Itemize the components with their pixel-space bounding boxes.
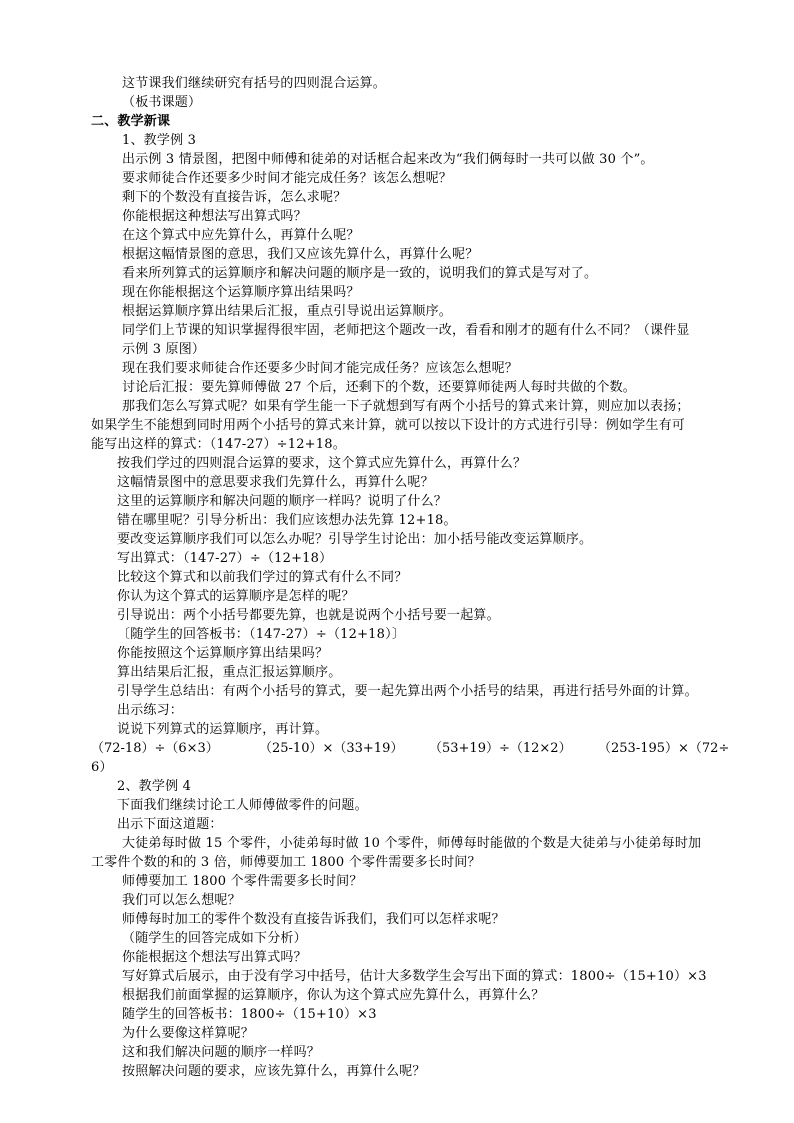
paragraph-line: （板书课题） bbox=[122, 95, 202, 110]
paragraph-line: 说说下列算式的运算顺序，再计算。 bbox=[117, 722, 329, 737]
paragraph-line: 为什么要像这样算呢？ bbox=[122, 1026, 255, 1041]
paragraph-line: 根据这幅情景图的意思，我们又应该先算什么，再算什么呢？ bbox=[122, 247, 479, 262]
paragraph-line: 看来所列算式的运算顺序和解决问题的顺序是一致的，说明我们的算式是写对了。 bbox=[122, 266, 598, 281]
paragraph-line: 算出结果后汇报，重点汇报运算顺序。 bbox=[117, 665, 342, 680]
exercise-expression: （53+19）÷（12×2） bbox=[429, 741, 572, 756]
paragraph-line: 这节课我们继续研究有括号的四则混合运算。 bbox=[122, 76, 387, 91]
paragraph-line: 能写出这样的算式：（147-27）÷12+18。 bbox=[91, 437, 346, 452]
paragraph-line: 引导说出：两个小括号都要先算，也就是说两个小括号要一起算。 bbox=[117, 608, 500, 623]
section-heading: 二、教学新课 bbox=[91, 114, 171, 129]
paragraph-line: 师傅每时加工的零件个数没有直接告诉我们，我们可以怎样求呢？ bbox=[122, 912, 505, 927]
subsection-heading: 1、教学例 3 bbox=[122, 133, 197, 148]
paragraph-line: 错在哪里呢？引导分析出：我们应该想办法先算 12+18。 bbox=[117, 513, 457, 528]
paragraph-line: 在这个算式中应先算什么，再算什么呢？ bbox=[122, 228, 360, 243]
paragraph-line: 要求师徒合作还要多少时间才能完成任务？该怎么想呢？ bbox=[122, 171, 453, 186]
paragraph-line: 6） bbox=[91, 760, 113, 775]
paragraph-line: 根据运算顺序算出结果后汇报，重点引导说出运算顺序。 bbox=[122, 304, 453, 319]
paragraph-line: 大徒弟每时做 15 个零件，小徒弟每时做 10 个零件，师傅每时能做的个数是大徒弟与小徒弟每时加 bbox=[122, 836, 702, 851]
paragraph-line: 现在你能根据这个运算顺序算出结果吗？ bbox=[122, 285, 360, 300]
paragraph-line: 出示练习： bbox=[117, 703, 184, 718]
paragraph-line: 同学们上节课的知识掌握得很牢固，老师把这个题改一改，看看和刚才的题有什么不同？（课件显 bbox=[122, 323, 690, 338]
paragraph-line: 引导学生总结出：有两个小括号的算式，要一起先算出两个小括号的结果，再进行括号外面的计算。 bbox=[117, 684, 698, 699]
subsection-heading: 2、教学例 4 bbox=[117, 779, 192, 794]
paragraph-line: 现在我们要求师徒合作还要多少时间才能完成任务？应该怎么想呢？ bbox=[122, 361, 519, 376]
exercise-expression: （72-18）÷（6×3） bbox=[91, 741, 219, 756]
paragraph-line: 下面我们继续讨论工人师傅做零件的问题。 bbox=[117, 798, 368, 813]
exercise-expression: （253-195）×（72÷ bbox=[598, 741, 730, 756]
paragraph-line: 出示例 3 情景图，把图中师傅和徒弟的对话框合起来改为“我们俩每时一共可以做 30 个”。 bbox=[122, 152, 654, 167]
paragraph-line: （随学生的回答完成如下分析） bbox=[122, 931, 307, 946]
paragraph-line: 这里的运算顺序和解决问题的顺序一样吗？说明了什么？ bbox=[117, 494, 448, 509]
paragraph-line: 师傅要加工 1800 个零件需要多长时间？ bbox=[122, 874, 363, 889]
paragraph-line: 我们可以怎么想呢？ bbox=[122, 893, 241, 908]
paragraph-line: 那我们怎么写算式呢？如果有学生能一下子就想到写有两个小括号的算式来计算，则应加以表扬； bbox=[122, 399, 690, 414]
paragraph-line: 你能根据这个想法写出算式吗？ bbox=[122, 950, 307, 965]
paragraph-line: 工零件个数的和的 3 倍，师傅要加工 1800 个零件需要多长时间？ bbox=[91, 855, 481, 870]
exercise-row bbox=[91, 739, 731, 759]
paragraph-line: 随学生的回答板书：1800÷（15+10）×3 bbox=[122, 1007, 377, 1022]
paragraph-line: 要改变运算顺序我们可以怎么办呢？引导学生讨论出：加小括号能改变运算顺序。 bbox=[117, 532, 593, 547]
paragraph-line: 按照解决问题的要求，应该先算什么，再算什么呢？ bbox=[122, 1064, 426, 1079]
paragraph-line: 如果学生不能想到同时用两个小括号的算式来计算，就可以按以下设计的方式进行引导：例如学生有可 bbox=[91, 418, 686, 433]
paragraph-line: 按我们学过的四则混合运算的要求，这个算式应先算什么，再算什么？ bbox=[117, 456, 527, 471]
paragraph-line: 剩下的个数没有直接告诉，怎么求呢？ bbox=[122, 190, 347, 205]
paragraph-line: 这和我们解决问题的顺序一样吗？ bbox=[122, 1045, 321, 1060]
paragraph-line: 写好算式后展示，由于没有学习中括号，估计大多数学生会写出下面的算式：1800÷（15+10）×3 bbox=[122, 969, 707, 984]
paragraph-line: 你认为这个算式的运算顺序是怎样的呢？ bbox=[117, 589, 355, 604]
paragraph-line: 讨论后汇报：要先算师傅做 27 个后，还剩下的个数，还要算师徒两人每时共做的个数。 bbox=[122, 380, 637, 395]
exercise-expression: （25-10）×（33+19） bbox=[259, 741, 404, 756]
paragraph-line: 根据我们前面掌握的运算顺序，你认为这个算式应先算什么，再算什么？ bbox=[122, 988, 545, 1003]
paragraph-line: 示例 3 原图） bbox=[122, 342, 206, 357]
paragraph-line: 出示下面这道题： bbox=[117, 817, 223, 832]
paragraph-line: 这幅情景图中的意思要求我们先算什么，再算什么呢？ bbox=[117, 475, 434, 490]
paragraph-line: 比较这个算式和以前我们学过的算式有什么不同？ bbox=[117, 570, 408, 585]
paragraph-line: 你能根据这种想法写出算式吗？ bbox=[122, 209, 307, 224]
paragraph-line: 写出算式：（147-27）÷（12+18） bbox=[117, 551, 333, 566]
paragraph-line: 〔随学生的回答板书：（147-27）÷（12+18）〕 bbox=[117, 627, 406, 642]
paragraph-line: 你能按照这个运算顺序算出结果吗？ bbox=[117, 646, 329, 661]
